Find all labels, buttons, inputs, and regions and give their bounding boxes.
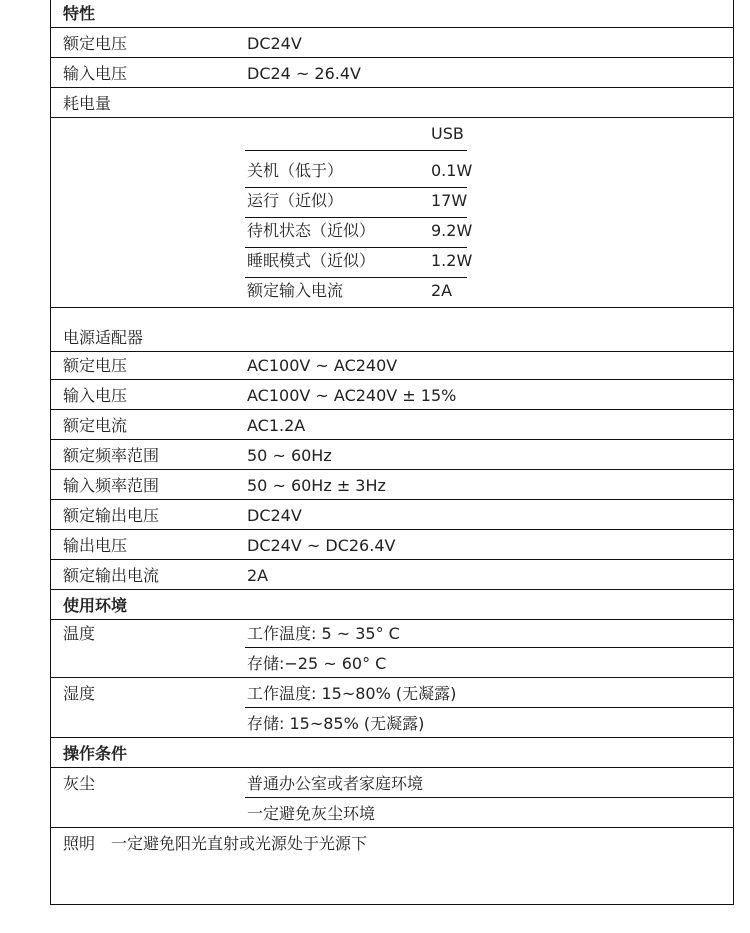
row-label: 照明 一定避免阳光直射或光源处于光源下 xyxy=(63,834,368,853)
row-value: 存储:−25 ~ 60° C xyxy=(247,654,387,673)
table-row xyxy=(51,472,733,500)
table-row xyxy=(51,60,733,88)
specification-table xyxy=(50,0,734,905)
table-row xyxy=(51,90,733,118)
row-value: 睡眠模式（近似） xyxy=(247,251,376,270)
row-label: 额定频率范围 xyxy=(63,446,160,465)
row-label: 额定电压 xyxy=(63,34,128,53)
table-row xyxy=(51,710,733,738)
table-row xyxy=(51,562,733,590)
usb-value: 2A xyxy=(431,281,453,300)
usb-value: 0.1W xyxy=(431,161,473,180)
table-row xyxy=(51,217,733,247)
row-value: 待机状态（近似） xyxy=(247,221,376,240)
usb-value: 1.2W xyxy=(431,251,473,270)
usb-value: 9.2W xyxy=(431,221,473,240)
table-row xyxy=(51,157,733,187)
table-row xyxy=(51,247,733,277)
row-label: 输出电压 xyxy=(63,536,128,555)
row-value: DC24V ~ DC26.4V xyxy=(247,536,396,555)
usb-value: 17W xyxy=(431,191,468,210)
table-row xyxy=(51,770,733,797)
row-label: 使用环境 xyxy=(63,596,128,615)
row-label: 输入电压 xyxy=(63,64,128,83)
row-label: 耗电量 xyxy=(63,94,112,113)
row-value: AC1.2A xyxy=(247,416,306,435)
row-label: 电源适配器 xyxy=(63,328,144,347)
row-label: 输入频率范围 xyxy=(63,476,160,495)
table-row xyxy=(51,830,733,857)
row-label: 额定电流 xyxy=(63,416,128,435)
row-value: 普通办公室或者家庭环境 xyxy=(247,774,424,793)
row-label: 温度 xyxy=(63,624,96,643)
row-value: 额定输入电流 xyxy=(247,281,344,300)
table-row xyxy=(51,120,733,150)
row-label: 操作条件 xyxy=(63,744,128,763)
table-row xyxy=(51,442,733,470)
row-value: 50 ~ 60Hz xyxy=(247,446,332,465)
row-value: 50 ~ 60Hz ± 3Hz xyxy=(247,476,386,495)
table-row xyxy=(51,502,733,530)
table-row xyxy=(51,277,733,308)
table-row xyxy=(51,532,733,560)
row-value: AC100V ~ AC240V ± 15% xyxy=(247,386,457,405)
row-value: 存储: 15~85% (无凝露) xyxy=(247,714,425,733)
row-label: 特性 xyxy=(63,4,96,23)
row-value: AC100V ~ AC240V xyxy=(247,356,398,375)
table-row xyxy=(51,412,733,440)
row-value: DC24V xyxy=(247,506,302,525)
table-row xyxy=(51,352,733,380)
usb-value: USB xyxy=(431,124,464,143)
row-value: 2A xyxy=(247,566,269,585)
table-row xyxy=(51,800,733,828)
table-row xyxy=(51,324,733,352)
row-label: 输入电压 xyxy=(63,386,128,405)
row-value: DC24V xyxy=(247,34,302,53)
table-row xyxy=(51,187,733,217)
table-row xyxy=(51,680,733,707)
row-value: DC24 ~ 26.4V xyxy=(247,64,361,83)
table-row xyxy=(51,592,733,620)
row-label: 额定电压 xyxy=(63,356,128,375)
row-label: 湿度 xyxy=(63,684,96,703)
row-label: 灰尘 xyxy=(63,774,96,793)
row-value: 运行（近似） xyxy=(247,191,344,210)
row-value: 关机（低于） xyxy=(247,161,344,180)
table-row xyxy=(51,382,733,410)
table-row xyxy=(51,650,733,678)
row-value: 一定避免灰尘环境 xyxy=(247,804,376,823)
table-row xyxy=(51,0,733,28)
table-row xyxy=(51,740,733,768)
row-label: 额定输出电流 xyxy=(63,566,160,585)
table-row xyxy=(51,30,733,58)
table-row xyxy=(51,620,733,647)
row-value: 工作温度: 15~80% (无凝露) xyxy=(247,684,457,703)
row-value: 工作温度: 5 ~ 35° C xyxy=(247,624,400,643)
row-label: 额定输出电压 xyxy=(63,506,160,525)
